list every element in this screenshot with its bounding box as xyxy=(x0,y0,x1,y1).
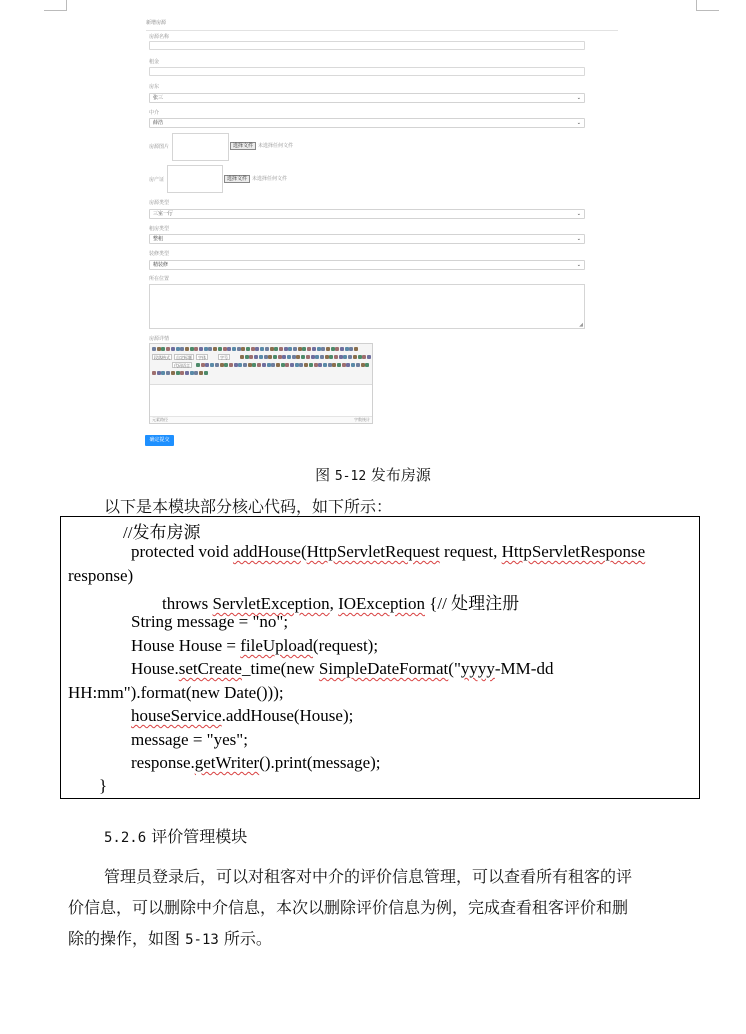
toolbar-icon[interactable] xyxy=(296,355,300,359)
rent-label: 租金 xyxy=(149,59,160,65)
location-textarea[interactable] xyxy=(149,284,585,329)
toolbar-icon[interactable] xyxy=(274,347,278,351)
toolbar-icon[interactable] xyxy=(326,347,330,351)
word-count: 字数统计 xyxy=(354,417,370,422)
toolbar-icon[interactable] xyxy=(276,363,280,367)
page-corner-mark-right xyxy=(696,0,719,11)
toolbar-icon[interactable] xyxy=(317,347,321,351)
photo-file-button[interactable]: 选择文件 xyxy=(230,142,256,150)
editor-footer xyxy=(150,416,372,423)
toolbar-icon[interactable] xyxy=(248,363,252,367)
house-type-select-value: 三室一厅 xyxy=(153,211,174,217)
rich-text-editor[interactable] xyxy=(149,343,373,424)
toolbar-icon[interactable] xyxy=(337,363,341,367)
toolbar-icon[interactable] xyxy=(295,363,299,367)
toolbar-icon[interactable] xyxy=(246,347,250,351)
toolbar-icon[interactable] xyxy=(176,371,180,375)
code-language-combo[interactable]: 代码语言 xyxy=(174,363,190,368)
font-combo[interactable]: 字体 xyxy=(198,355,206,360)
toolbar-icon[interactable] xyxy=(262,363,266,367)
toolbar-icon[interactable] xyxy=(251,347,255,351)
toolbar-icon[interactable] xyxy=(282,355,286,359)
code-line-9: houseService.addHouse(House); xyxy=(131,706,354,725)
toolbar-icon[interactable] xyxy=(204,347,208,351)
toolbar-icon[interactable] xyxy=(334,355,338,359)
toolbar-icon[interactable] xyxy=(307,347,311,351)
toolbar-icon[interactable] xyxy=(348,355,352,359)
toolbar-icon[interactable] xyxy=(278,355,282,359)
toolbar-icon[interactable] xyxy=(273,355,277,359)
toolbar-icon[interactable] xyxy=(224,363,228,367)
toolbar-icon[interactable] xyxy=(362,355,366,359)
toolbar-icon[interactable] xyxy=(180,371,184,375)
code-line-1: //发布房源 xyxy=(123,523,201,542)
toolbar-icon[interactable] xyxy=(257,363,261,367)
code-line-5: String message = "no"; xyxy=(131,612,289,631)
toolbar-icon[interactable] xyxy=(287,355,291,359)
code-line-8: HH:mm").format(new Date())); xyxy=(68,683,284,702)
toolbar-icon[interactable] xyxy=(343,355,347,359)
code-line-10: message = "yes"; xyxy=(131,730,248,749)
agent-select[interactable] xyxy=(149,118,585,128)
toolbar-icon[interactable] xyxy=(240,355,244,359)
code-line-6: House House = fileUpload(request); xyxy=(131,636,379,655)
toolbar-icon[interactable] xyxy=(298,347,302,351)
paragraph-format-combo[interactable]: 段落格式 xyxy=(154,355,170,360)
toolbar-icon[interactable] xyxy=(290,363,294,367)
decor-type-select[interactable] xyxy=(149,260,585,270)
photo-preview xyxy=(172,133,229,161)
caption-number: 5-12 xyxy=(334,469,367,484)
toolbar-icon[interactable] xyxy=(215,363,219,367)
chevron-down-icon: ⌄ xyxy=(576,236,581,242)
toolbar-icon[interactable] xyxy=(292,355,296,359)
toolbar-icon[interactable] xyxy=(361,363,365,367)
chevron-down-icon: ⌄ xyxy=(576,211,581,217)
toolbar-icon[interactable] xyxy=(346,363,350,367)
toolbar-icon[interactable] xyxy=(349,347,353,351)
toolbar-icon[interactable] xyxy=(232,347,236,351)
toolbar-icon[interactable] xyxy=(254,355,258,359)
toolbar-icon[interactable] xyxy=(354,347,358,351)
toolbar-icon[interactable] xyxy=(171,371,175,375)
section-heading xyxy=(104,824,247,847)
toolbar-icon[interactable] xyxy=(267,363,271,367)
toolbar-icon[interactable] xyxy=(306,355,310,359)
toolbar-icon[interactable] xyxy=(268,355,272,359)
toolbar-icon[interactable] xyxy=(185,371,189,375)
rent-type-label: 租房类型 xyxy=(149,226,170,232)
chevron-down-icon: ⌄ xyxy=(576,95,581,101)
font-size-combo[interactable]: 字号 xyxy=(220,355,228,360)
toolbar-icon[interactable] xyxy=(342,363,346,367)
toolbar-icon[interactable] xyxy=(249,355,253,359)
section-title: 评价管理模块 xyxy=(146,827,248,846)
name-input[interactable] xyxy=(149,41,585,50)
toolbar-icon[interactable] xyxy=(152,371,156,375)
photo-no-file-text: 未选择任何文件 xyxy=(258,143,294,149)
code-listing xyxy=(60,516,700,799)
toolbar-icon[interactable] xyxy=(180,347,184,351)
toolbar-icon[interactable] xyxy=(299,363,303,367)
chevron-down-icon: ⌄ xyxy=(576,120,581,126)
certificate-no-file-text: 未选择任何文件 xyxy=(252,176,288,182)
editor-toolbar xyxy=(150,344,372,385)
resize-grip-icon[interactable]: ◢ xyxy=(579,322,583,328)
toolbar-icon[interactable] xyxy=(194,371,198,375)
certificate-preview xyxy=(167,165,223,193)
toolbar-icon[interactable] xyxy=(265,347,269,351)
toolbar-icon[interactable] xyxy=(288,347,292,351)
toolbar-icon[interactable] xyxy=(166,371,170,375)
toolbar-icon[interactable] xyxy=(161,347,165,351)
toolbar-icon[interactable] xyxy=(243,363,247,367)
submit-button[interactable]: 确定提交 xyxy=(145,435,174,446)
custom-title-combo[interactable]: 自定标题 xyxy=(176,355,192,360)
toolbar-icon[interactable] xyxy=(259,355,263,359)
toolbar-icon[interactable] xyxy=(315,355,319,359)
landlord-select-value: 张三 xyxy=(153,95,164,101)
code-line-11: response.getWriter().print(message); xyxy=(131,753,381,772)
toolbar-icon[interactable] xyxy=(220,363,224,367)
toolbar-icon[interactable] xyxy=(171,347,175,351)
toolbar-icon[interactable] xyxy=(204,371,208,375)
rent-input[interactable] xyxy=(149,67,585,76)
toolbar-icon[interactable] xyxy=(365,363,369,367)
toolbar-icon[interactable] xyxy=(323,363,327,367)
figure-caption xyxy=(0,464,746,485)
toolbar-icon[interactable] xyxy=(227,347,231,351)
toolbar-icon[interactable] xyxy=(335,347,339,351)
form-title: 新增房源 xyxy=(146,20,167,26)
section-number: 5.2.6 xyxy=(104,830,147,846)
toolbar-icon[interactable] xyxy=(293,347,297,351)
decor-type-label: 装修类型 xyxy=(149,251,170,257)
code-line-12: } xyxy=(99,776,108,795)
toolbar-icon[interactable] xyxy=(351,363,355,367)
toolbar-icon[interactable] xyxy=(331,347,335,351)
toolbar-icon[interactable] xyxy=(332,363,336,367)
toolbar-icon[interactable] xyxy=(199,347,203,351)
toolbar-icon[interactable] xyxy=(194,347,198,351)
toolbar-icon[interactable] xyxy=(237,347,241,351)
toolbar-icon[interactable] xyxy=(213,347,217,351)
toolbar-icon[interactable] xyxy=(309,363,313,367)
toolbar-icon[interactable] xyxy=(190,371,194,375)
paragraph-line-3: 除的操作，如图 5-13 所示。 xyxy=(68,929,272,948)
toolbar-icon[interactable] xyxy=(339,355,343,359)
house-type-label: 房源类型 xyxy=(149,200,170,206)
code-line-7: House.setCreate_time(new SimpleDateFormat("yyyy-MM-dd xyxy=(131,659,554,678)
name-label: 房源名称 xyxy=(149,34,170,40)
caption-prefix: 图 xyxy=(315,466,335,484)
toolbar-icon[interactable] xyxy=(340,347,344,351)
toolbar-icon[interactable] xyxy=(314,363,318,367)
toolbar-icon[interactable] xyxy=(199,371,203,375)
toolbar-icon[interactable] xyxy=(260,347,264,351)
toolbar-icon[interactable] xyxy=(264,355,268,359)
paragraph-line-1: 管理员登录后，可以对租客对中介的评价信息管理，可以查看所有租客的评 xyxy=(104,867,633,886)
agent-label: 中介 xyxy=(149,110,160,116)
caption-text: 发布房源 xyxy=(366,466,431,484)
toolbar-icon[interactable] xyxy=(311,355,315,359)
rent-type-select-value: 整租 xyxy=(153,236,164,242)
toolbar-icon[interactable] xyxy=(329,355,333,359)
element-path: 元素路径 xyxy=(152,417,168,422)
intro-paragraph: 以下是本模块部分核心代码，如下所示： xyxy=(104,497,393,516)
toolbar-icon[interactable] xyxy=(270,347,274,351)
toolbar-icon[interactable] xyxy=(271,363,275,367)
toolbar-icon[interactable] xyxy=(210,363,214,367)
toolbar-icon[interactable] xyxy=(241,347,245,351)
toolbar-icon[interactable] xyxy=(238,363,242,367)
code-line-2: protected void addHouse(HttpServletRequest request, HttpServletResponse xyxy=(131,542,646,561)
toolbar-icon[interactable] xyxy=(252,363,256,367)
toolbar-icon[interactable] xyxy=(279,347,283,351)
toolbar-icon[interactable] xyxy=(234,363,238,367)
toolbar-icon[interactable] xyxy=(208,347,212,351)
landlord-select[interactable] xyxy=(149,93,585,103)
location-label: 所在位置 xyxy=(149,276,170,282)
certificate-file-button[interactable]: 选择文件 xyxy=(224,175,250,183)
toolbar-icon[interactable] xyxy=(285,363,289,367)
code-line-4: throws ServletException, IOException {// 处理注册 xyxy=(162,594,520,613)
certificate-label: 房产证 xyxy=(149,177,165,183)
toolbar-icon[interactable] xyxy=(304,363,308,367)
details-label: 房源详情 xyxy=(149,336,170,342)
decor-type-select-value: 精装修 xyxy=(153,262,169,268)
toolbar-icon[interactable] xyxy=(284,347,288,351)
toolbar-icon[interactable] xyxy=(358,355,362,359)
toolbar-icon[interactable] xyxy=(255,347,259,351)
landlord-label: 房东 xyxy=(149,84,160,90)
toolbar-icon[interactable] xyxy=(245,355,249,359)
toolbar-icon[interactable] xyxy=(281,363,285,367)
toolbar-icon[interactable] xyxy=(321,347,325,351)
photo-label: 房源图片 xyxy=(149,144,170,150)
toolbar-icon[interactable] xyxy=(229,363,233,367)
toolbar-icon[interactable] xyxy=(320,355,324,359)
toolbar-icon[interactable] xyxy=(353,355,357,359)
toolbar-icon[interactable] xyxy=(190,347,194,351)
toolbar-icon[interactable] xyxy=(301,355,305,359)
toolbar-icon[interactable] xyxy=(318,363,322,367)
page-corner-mark-left xyxy=(44,0,67,11)
toolbar-icon[interactable] xyxy=(328,363,332,367)
toolbar-icon[interactable] xyxy=(185,347,189,351)
toolbar-icon[interactable] xyxy=(367,355,371,359)
toolbar-icon[interactable] xyxy=(161,371,165,375)
paragraph-line-2: 价信息，可以删除中介信息，本次以删除评价信息为例，完成查看租客评价和删 xyxy=(68,898,629,917)
toolbar-icon[interactable] xyxy=(345,347,349,351)
toolbar-icon[interactable] xyxy=(205,363,209,367)
house-type-select[interactable] xyxy=(149,209,585,219)
toolbar-icon[interactable] xyxy=(356,363,360,367)
toolbar-icon[interactable] xyxy=(176,347,180,351)
toolbar-icon[interactable] xyxy=(223,347,227,351)
toolbar-icon[interactable] xyxy=(218,347,222,351)
toolbar-icon[interactable] xyxy=(312,347,316,351)
toolbar-icon[interactable] xyxy=(157,371,161,375)
toolbar-icon[interactable] xyxy=(302,347,306,351)
toolbar-icon[interactable] xyxy=(157,347,161,351)
chevron-down-icon: ⌄ xyxy=(576,262,581,268)
toolbar-icon[interactable] xyxy=(201,363,205,367)
code-line-3: response) xyxy=(68,566,134,585)
form-title-divider xyxy=(146,30,618,31)
toolbar-icon[interactable] xyxy=(166,347,170,351)
toolbar-icon[interactable] xyxy=(196,363,200,367)
toolbar-icon[interactable] xyxy=(152,347,156,351)
agent-select-value: 薛浩 xyxy=(153,120,164,126)
toolbar-icon[interactable] xyxy=(325,355,329,359)
rent-type-select[interactable] xyxy=(149,234,585,244)
